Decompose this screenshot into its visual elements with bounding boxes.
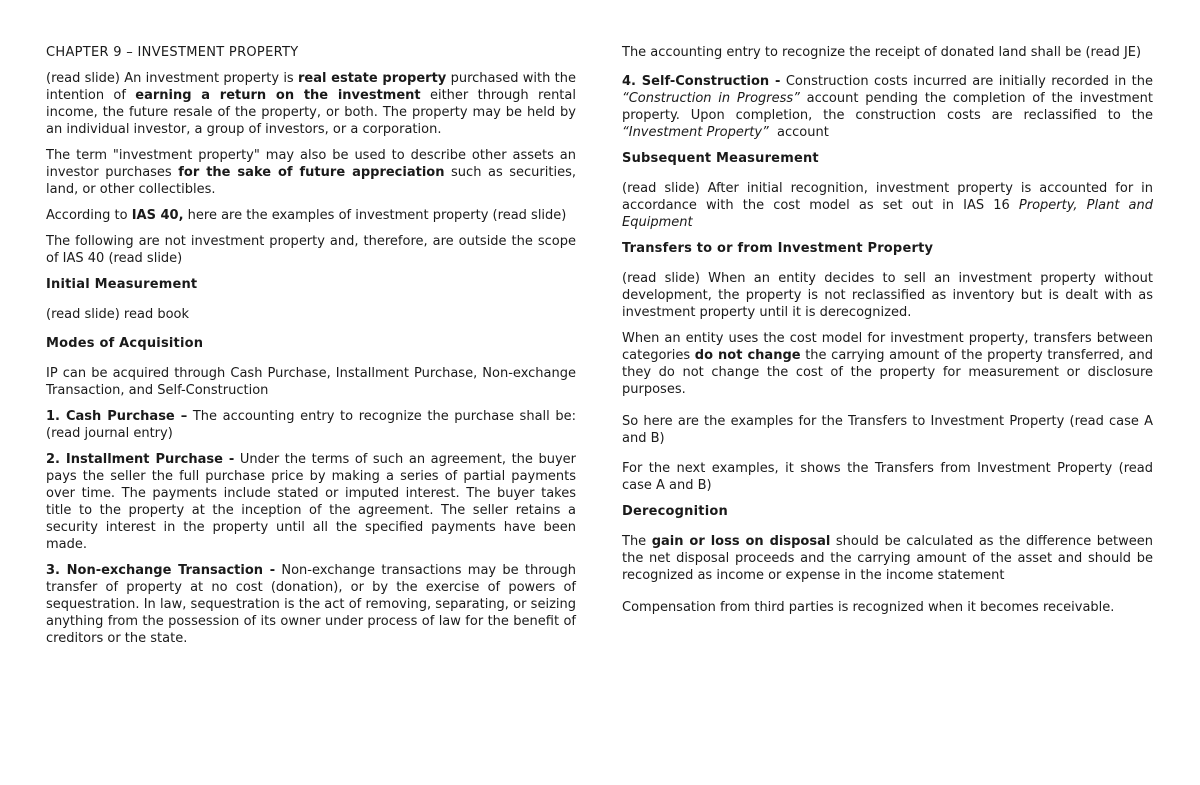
paragraph-cost-model — [622, 330, 1153, 398]
paragraph-gain-loss — [622, 533, 1153, 584]
paragraph-other-assets — [46, 147, 576, 198]
paragraph-transfers-intro: (read slide) When an entity decides to sell an investment property without development, the property is not reclassified as inventory but is dealt with as investment property until it is derecognized. — [622, 271, 1153, 320]
emphasis: earning a return on the investment — [135, 88, 421, 103]
chapter-title: CHAPTER 9 – INVESTMENT PROPERTY — [46, 45, 299, 60]
paragraph-installment-purchase — [46, 451, 576, 553]
paragraph-modes: IP can be acquired through Cash Purchase, Installment Purchase, Non-exchange Transaction, and Self-Construction — [46, 366, 576, 398]
paragraph-transfers-to: So here are the examples for the Transfers to Investment Property (read case A and B) — [622, 414, 1153, 446]
left-column — [46, 44, 576, 656]
text: The accounting entry to recognize the purchase shall be: (read journal entry) — [46, 409, 576, 441]
text: When an entity uses the cost model for investment property, transfers between categories — [622, 331, 1153, 363]
emphasis: for the sake of future appreciation — [178, 165, 445, 180]
emphasis: 3. Non-exchange Transaction - — [46, 563, 276, 578]
paragraph-not-ip: The following are not investment property and, therefore, are outside the scope of IAS 40 (read slide) — [46, 234, 576, 266]
paragraph-subsequent — [622, 180, 1153, 231]
emphasis: do not change — [694, 348, 801, 363]
paragraph-cash-purchase — [46, 408, 576, 442]
paragraph-compensation: Compensation from third parties is recognized when it becomes receivable. — [622, 600, 1115, 615]
emphasis: 4. Self-Construction - — [622, 74, 781, 89]
text: should be calculated as the difference between the net disposal proceeds and the carrying amount of the asset and should be recognized as income or expense in the income statement — [622, 534, 1153, 583]
emphasis: 1. Cash Purchase – — [46, 409, 188, 424]
text: such as securities, land, or other collectibles. — [46, 165, 576, 197]
heading-derecognition: Derecognition — [622, 504, 728, 519]
text: (read slide) An investment property is — [46, 71, 298, 86]
paragraph-read-book: (read slide) read book — [46, 307, 190, 322]
emphasis: IAS 40, — [131, 208, 184, 223]
paragraph-non-exchange — [46, 562, 576, 647]
text: Under the terms of such an agreement, the buyer pays the seller the full purchase price by making a series of partial payments over time. The payments include stated or imputed interest. The buyer takes title to the property at the inception of the agreement. The seller retains a security interest in the property until all the specified payments have been made. — [46, 452, 576, 552]
italic-text: Property, Plant and Equipment — [622, 198, 1154, 230]
text: purchased with the intention of — [46, 71, 576, 103]
text: According to — [46, 208, 132, 223]
paragraph-definition — [46, 70, 576, 138]
italic-text: “Investment Property” — [622, 125, 769, 140]
heading-subsequent-measurement: Subsequent Measurement — [622, 151, 819, 166]
paragraph-ias40 — [46, 207, 576, 224]
text: Construction costs incurred are initially recorded in the — [780, 74, 1154, 89]
text: (read slide) After initial recognition, investment property is accounted for in accordance with the cost model as set out in IAS 16 — [622, 181, 1153, 213]
text: the carrying amount of the property transferred, and they do not change the cost of the property for measurement or disclosure purposes. — [622, 348, 1153, 397]
heading-initial-measurement: Initial Measurement — [46, 277, 198, 292]
heading-modes-of-acquisition: Modes of Acquisition — [46, 336, 204, 351]
text: The — [622, 534, 652, 549]
text: account pending the completion of the investment property. Upon completion, the construction costs are reclassified to the — [622, 91, 1154, 123]
emphasis: real estate property — [298, 71, 447, 86]
text: either through rental income, the future resale of the property, or both. The property may be held by an individual investor, a group of investors, or a corporation. — [46, 88, 576, 137]
italic-text: “Construction in Progress” — [622, 91, 800, 106]
text: Non-exchange transactions may be through transfer of property at no cost (donation), or by the exercise of powers of sequestration. In law, sequestration is the act of removing, separating, or seizing anything from the possession of its owner under process of law for the benefit of creditors or the state. — [46, 563, 576, 646]
paragraph-transfers-from: For the next examples, it shows the Transfers from Investment Property (read case A and B) — [622, 461, 1153, 493]
text: here are the examples of investment property (read slide) — [183, 208, 567, 223]
text: The term "investment property" may also be used to describe other assets an investor purchases — [46, 148, 576, 180]
emphasis: gain or loss on disposal — [651, 534, 831, 549]
emphasis: 2. Installment Purchase - — [46, 452, 235, 467]
text: account — [768, 125, 829, 140]
right-column — [622, 44, 1153, 625]
paragraph-donated-land: The accounting entry to recognize the receipt of donated land shall be (read JE) — [622, 45, 1142, 60]
paragraph-self-construction — [622, 73, 1153, 141]
heading-transfers: Transfers to or from Investment Property — [622, 241, 934, 256]
